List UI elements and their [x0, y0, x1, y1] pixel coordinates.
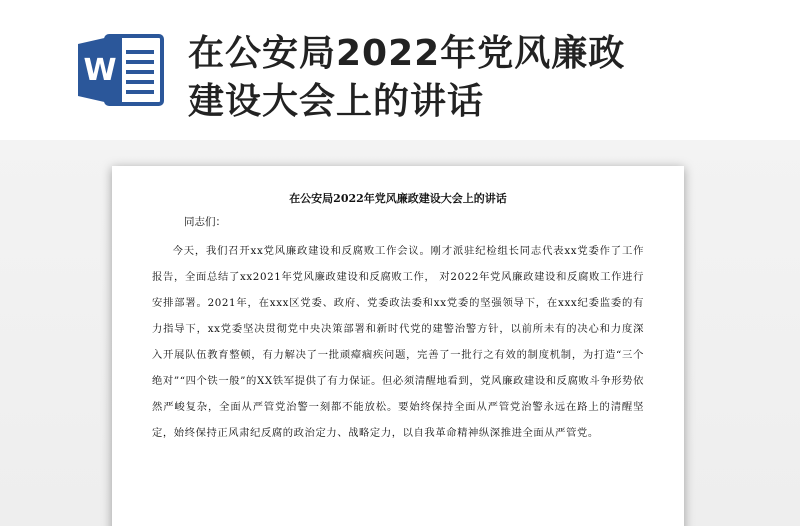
- word-icon-letter: W: [83, 53, 117, 88]
- document-paragraph: 今天，我们召开xx党风廉政建设和反腐败工作会议。刚才派驻纪检组长同志代表xx党委作了工作报告，全面总结了xx2021年党风廉政建设和反腐败工作， 对2022年党风廉政建设和反腐败工作进行安排部署。2021年，在xxx区党委、政府、党委政法委和xx党委的坚强领导下，在xxx纪委监委的有力指导下，xx党委坚决贯彻党中央决策部署和新时代党的建警治警方针，以前所未有的决心和力度深入开展队伍教育整顿，有力解决了一批顽瘴痼疾问题，完善了一批行之有效的制度机制，为打造“三个绝对”“四个铁一般”的XX铁军提供了有力保证。但必须清醒地看到，党风廉政建设和反腐败斗争形势依然严峻复杂，全面从严管党治警一刻都不能放松。要始终保持全面从严管党治警永远在路上的清醒坚定，始终保持正风肃纪反腐的政治定力、战略定力，以自我革命精神纵深推进全面从严管党。: [152, 245, 644, 439]
- header-band: [0, 0, 800, 140]
- word-document-icon: [76, 30, 168, 110]
- page-title: 在公安局2022年党风廉政建设大会上的讲话: [188, 33, 626, 122]
- document-sheet: [112, 166, 684, 526]
- document-salutation: 同志们：: [184, 216, 226, 228]
- document-title: 在公安局2022年党风廉政建设大会上的讲话: [289, 192, 507, 205]
